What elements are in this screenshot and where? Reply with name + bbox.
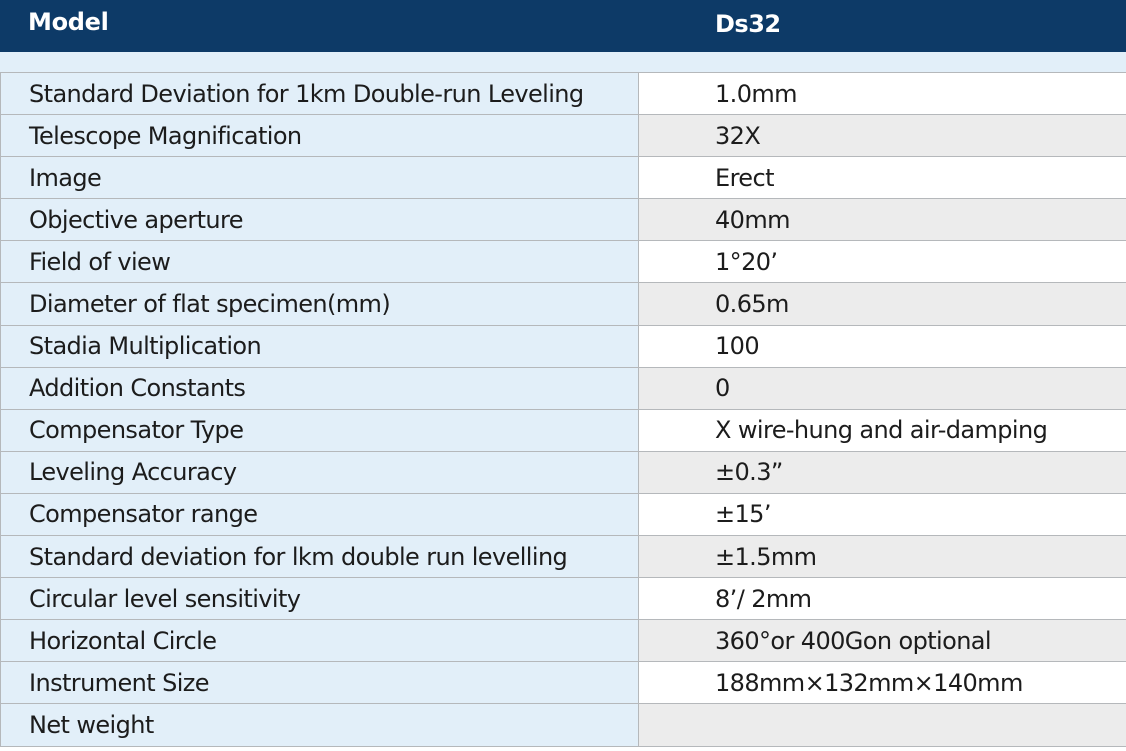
spec-label: Standard Deviation for 1km Double-run Leveling: [1, 73, 639, 115]
spec-label: Net weight: [1, 704, 639, 746]
spec-label: Standard deviation for lkm double run levelling: [1, 536, 639, 578]
spec-value: X wire-hung and air-damping: [639, 409, 1126, 451]
spec-value: 1.0mm: [639, 73, 1126, 115]
spec-label: Addition Constants: [1, 367, 639, 409]
table-row: [1, 115, 1126, 157]
spec-label: Diameter of flat specimen(mm): [1, 283, 639, 325]
spec-value: 40mm: [639, 199, 1126, 241]
spec-table: [0, 72, 1126, 747]
spec-value: 32X: [639, 115, 1126, 157]
spec-label: Objective aperture: [1, 199, 639, 241]
spec-label: Stadia Multiplication: [1, 325, 639, 367]
spec-label: Circular level sensitivity: [1, 578, 639, 620]
table-header: [0, 0, 1126, 52]
table-row: [1, 325, 1126, 367]
table-row: [1, 241, 1126, 283]
spec-value: 0: [639, 367, 1126, 409]
table-row: [1, 283, 1126, 325]
spec-value: 360°or 400Gon optional: [639, 620, 1126, 662]
spec-value: Erect: [639, 157, 1126, 199]
table-row: [1, 157, 1126, 199]
table-row: [1, 409, 1126, 451]
header-spacer: [0, 52, 1126, 72]
spec-label: Horizontal Circle: [1, 620, 639, 662]
spec-label: Telescope Magnification: [1, 115, 639, 157]
table-row: [1, 73, 1126, 115]
table-row: [1, 662, 1126, 704]
table-row: [1, 536, 1126, 578]
table-row: [1, 451, 1126, 493]
table-row: [1, 578, 1126, 620]
spec-value: [639, 704, 1126, 746]
spec-label: Compensator range: [1, 493, 639, 535]
spec-value: 1°20’: [639, 241, 1126, 283]
spec-value: 100: [639, 325, 1126, 367]
spec-value: ±0.3”: [639, 451, 1126, 493]
table-row: [1, 493, 1126, 535]
header-label: Model: [28, 8, 109, 36]
table-row: [1, 704, 1126, 746]
spec-value: ±1.5mm: [639, 536, 1126, 578]
table-row: [1, 199, 1126, 241]
table-row: [1, 620, 1126, 662]
header-model-name: Ds32: [715, 10, 781, 38]
spec-value: 188mm×132mm×140mm: [639, 662, 1126, 704]
spec-label: Field of view: [1, 241, 639, 283]
spec-label: Compensator Type: [1, 409, 639, 451]
spec-label: Leveling Accuracy: [1, 451, 639, 493]
spec-label: Instrument Size: [1, 662, 639, 704]
spec-value: ±15’: [639, 493, 1126, 535]
spec-value: 8’/ 2mm: [639, 578, 1126, 620]
spec-value: 0.65m: [639, 283, 1126, 325]
spec-label: Image: [1, 157, 639, 199]
table-row: [1, 367, 1126, 409]
spec-table-body: [1, 73, 1126, 747]
